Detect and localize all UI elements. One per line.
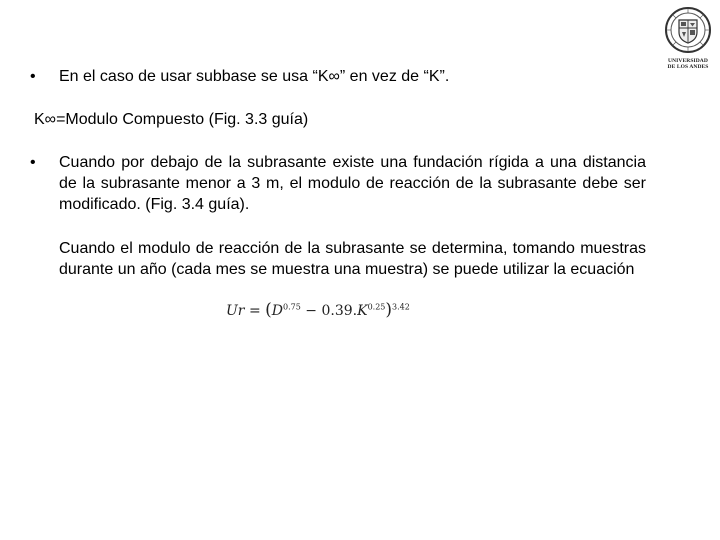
- paragraph-ecuacion: Cuando el modulo de reacción de la subrasante se determina, tomando muestras durante un año (cada mes se muestra una muestra) se puede utilizar la ecuación: [59, 240, 646, 278]
- formula-k-exponent: 0.25: [367, 302, 386, 312]
- formula-k: K: [357, 303, 368, 319]
- bullet-icon: •: [30, 154, 36, 171]
- formula-minus: − 0.39.: [300, 303, 358, 319]
- formula-open-paren: (: [265, 300, 272, 320]
- university-logo: [664, 6, 712, 72]
- bullet-text: En el caso de usar subbase se usa “K∞” en vez de “K”.: [59, 68, 450, 85]
- bullet-icon: •: [30, 68, 36, 85]
- formula-d: D: [271, 303, 284, 319]
- formula: [226, 300, 410, 320]
- seal-icon: [664, 6, 712, 56]
- formula-outer-exponent: 3.42: [392, 302, 410, 312]
- logo-text-line2: DE LOS ANDES: [667, 64, 709, 70]
- formula-close-paren: ): [385, 300, 393, 320]
- bullet-text: Cuando por debajo de la subrasante existe una fundación rígida a una distancia de la subrasante menor a 3 m, el modulo de reacción de la subrasante debe ser modificado. (Fig. 3.4 guía).: [59, 154, 646, 213]
- logo-text-line1: UNIVERSIDAD: [668, 58, 708, 64]
- formula-equals: =: [244, 303, 266, 319]
- formula-lhs: Ur: [226, 303, 245, 319]
- formula-d-exponent: 0.75: [283, 302, 301, 312]
- k-modulo-line: K∞=Modulo Compuesto (Fig. 3.3 guía): [34, 111, 309, 128]
